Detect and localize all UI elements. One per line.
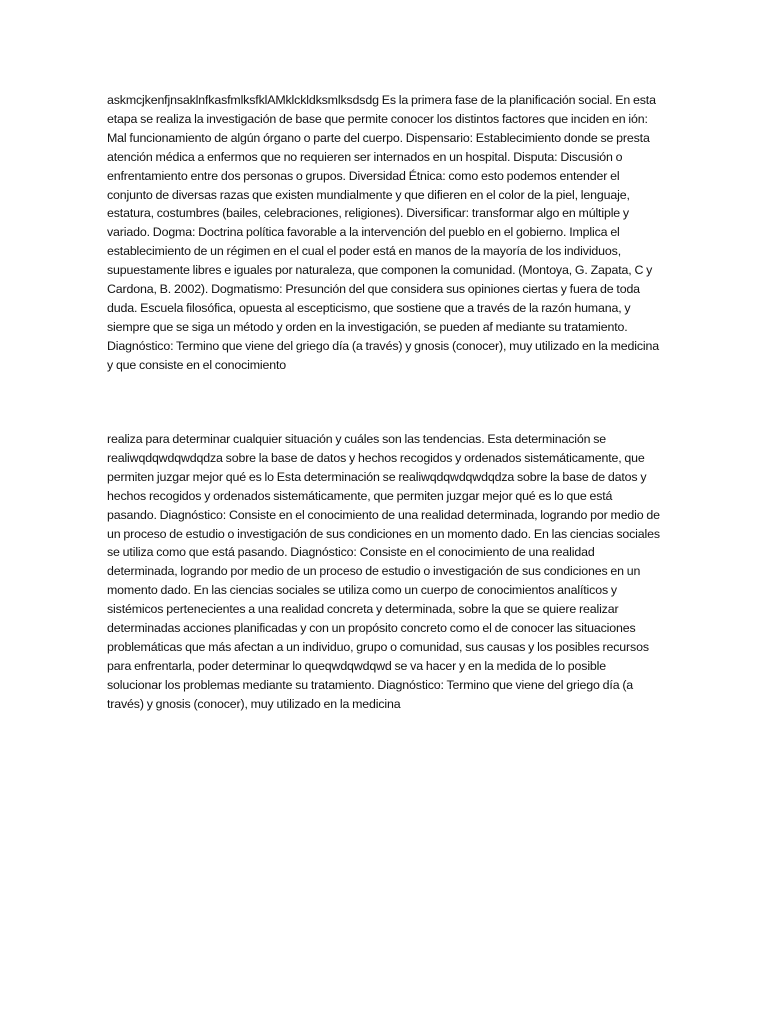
body-paragraph-2: realiza para determinar cualquier situación y cuáles son las tendencias. Esta determinación se realiwqdqwdqwdqdza sobre la base de datos y hechos recogidos y ordenados sistemáticamente, que permiten juzgar mejor qué es lo Esta determinación se realiwqdqwdqwdqdza sobre la base de datos y hechos recogidos y ordenados sistemáticamente, que permiten juzgar mejor qué es lo que está pasando. Diagnóstico: Consiste en el conocimiento de una realidad determinada, logrando por medio de un proceso de estudio o investigación de sus condiciones en un momento dado. En las ciencias sociales se utiliza como que está pasando. Diagnóstico: Consiste en el conocimiento de una realidad determinada, logrando por medio de un proceso de estudio o investigación de sus condiciones en un momento dado. En las ciencias sociales se utiliza como un cuerpo de conocimientos analíticos y sistémicos pertenecientes a una realidad concreta y determinada, sobre la que se quiere realizar determinadas acciones planificadas y con un propósito concreto como el de conocer las situaciones problemáticas que más afectan a un individuo, grupo o comunidad, sus causas y los posibles recursos para enfrentarla, poder determinar lo queqwdqwdqwd se va hacer y en la medida de lo posible solucionar los problemas mediante su tratamiento. Diagnóstico: Termino que viene del griego día (a través) y gnosis (conocer), muy utilizado en la medicina	[107, 432, 660, 711]
body-paragraph-1: askmcjkenfjnsaklnfkasfmlksfklAMklckldksmlksdsdg Es la primera fase de la planificación social. En esta etapa se realiza la investigación de base que permite conocer los distintos factores que inciden en ión: Mal funcionamiento de algún órgano o parte del cuerpo. Dispensario: Establecimiento donde se presta atención médica a enfermos que no requieren ser internados en un hospital. Disputa: Discusión o enfrentamiento entre dos personas o grupos. Diversidad Étnica: como esto podemos entender el conjunto de diversas razas que existen mundialmente y que difieren en el color de la piel, lenguaje, estatura, costumbres (bailes, celebraciones, religiones). Diversificar: transformar algo en múltiple y variado. Dogma: Doctrina política favorable a la intervención del pueblo en el gobierno. Implica el establecimiento de un régimen en el cual el poder está en manos de la mayoría de los individuos, supuestamente libres e iguales por naturaleza, que componen la comunidad. (Montoya, G. Zapata, C y Cardona, B. 2002). Dogmatismo: Presunción del que considera sus opiniones ciertas y fuera de toda duda. Escuela filosófica, opuesta al escepticismo, que sostiene que a través de la razón humana, y siempre que se siga un método y orden en la investigación, se pueden af mediante su tratamiento. Diagnóstico: Termino que viene del griego día (a través) y gnosis (conocer), muy utilizado en la medicina y que consiste en el conocimiento	[107, 93, 660, 372]
